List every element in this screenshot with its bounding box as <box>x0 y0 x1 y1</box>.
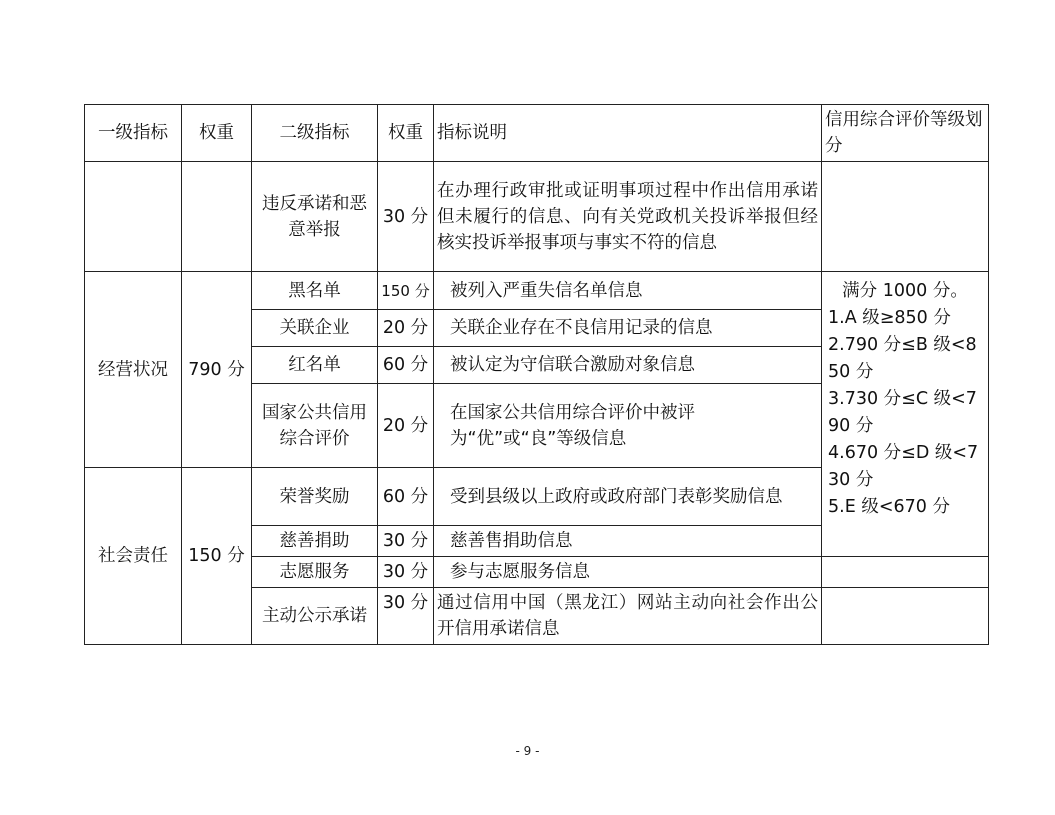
sub-weight: 20 分 <box>378 310 434 347</box>
indicator-description: 被列入严重失信名单信息 <box>434 272 822 310</box>
header-level2-indicator: 二级指标 <box>252 105 378 162</box>
table-row <box>85 272 989 310</box>
group-weight: 790 分 <box>182 272 252 468</box>
group-name: 经营状况 <box>85 272 182 468</box>
sub-indicator: 志愿服务 <box>252 557 378 588</box>
group-weight: 150 分 <box>182 468 252 645</box>
grade-d: 4.670 分≤D 级<730 分 <box>828 443 979 490</box>
sub-weight: 150 分 <box>378 272 434 310</box>
sub-weight: 20 分 <box>378 384 434 468</box>
sub-indicator: 国家公共信用综合评价 <box>252 384 378 468</box>
header-grade-division: 信用综合评价等级划分 <box>822 105 989 162</box>
grade-full-score: 满分 1000 分。 <box>842 281 968 301</box>
header-level1-indicator: 一级指标 <box>85 105 182 162</box>
indicator-description: 在办理行政审批或证明事项过程中作出信用承诺但未履行的信息、向有关党政机关投诉举报但经核实投诉举报事项与事实不符的信息 <box>434 162 822 272</box>
indicator-description: 被认定为守信联合激励对象信息 <box>434 347 822 384</box>
group-name: 社会责任 <box>85 468 182 645</box>
sub-weight: 30 分 <box>378 557 434 588</box>
sub-indicator: 关联企业 <box>252 310 378 347</box>
page-number: - 9 - <box>515 744 540 758</box>
indicator-description: 关联企业存在不良信用记录的信息 <box>434 310 822 347</box>
header-row <box>85 105 989 162</box>
indicator-description: 受到县级以上政府或政府部门表彰奖励信息 <box>434 468 822 526</box>
table-row <box>85 162 989 272</box>
grade-a: 1.A 级≥850 分 <box>828 308 951 328</box>
sub-weight: 60 分 <box>378 347 434 384</box>
header-level1-weight: 权重 <box>182 105 252 162</box>
header-description: 指标说明 <box>434 105 822 162</box>
empty-cell <box>822 557 989 588</box>
sub-weight: 60 分 <box>378 468 434 526</box>
indicator-description: 通过信用中国（黑龙江）网站主动向社会作出公开信用承诺信息 <box>434 588 822 645</box>
sub-indicator: 违反承诺和恶意举报 <box>252 162 378 272</box>
sub-indicator: 黑名单 <box>252 272 378 310</box>
indicator-description: 在国家公共信用综合评价中被评为“优”或“良”等级信息 <box>434 384 822 468</box>
sub-weight: 30 分 <box>378 526 434 557</box>
grade-e: 5.E 级<670 分 <box>828 497 950 517</box>
sub-weight: 30 分 <box>378 162 434 272</box>
header-level2-weight: 权重 <box>378 105 434 162</box>
sub-indicator: 慈善捐助 <box>252 526 378 557</box>
grade-b: 2.790 分≤B 级<850 分 <box>828 335 977 382</box>
credit-evaluation-table <box>84 104 989 645</box>
grade-c: 3.730 分≤C 级<790 分 <box>828 389 977 436</box>
empty-cell <box>822 588 989 645</box>
sub-indicator: 红名单 <box>252 347 378 384</box>
empty-cell <box>85 162 182 272</box>
sub-weight: 30 分 <box>378 588 434 645</box>
grade-division-cell <box>822 272 989 557</box>
sub-indicator: 荣誉奖励 <box>252 468 378 526</box>
indicator-description: 参与志愿服务信息 <box>434 557 822 588</box>
sub-indicator: 主动公示承诺 <box>252 588 378 645</box>
empty-cell <box>822 162 989 272</box>
indicator-description: 慈善售捐助信息 <box>434 526 822 557</box>
empty-cell <box>182 162 252 272</box>
